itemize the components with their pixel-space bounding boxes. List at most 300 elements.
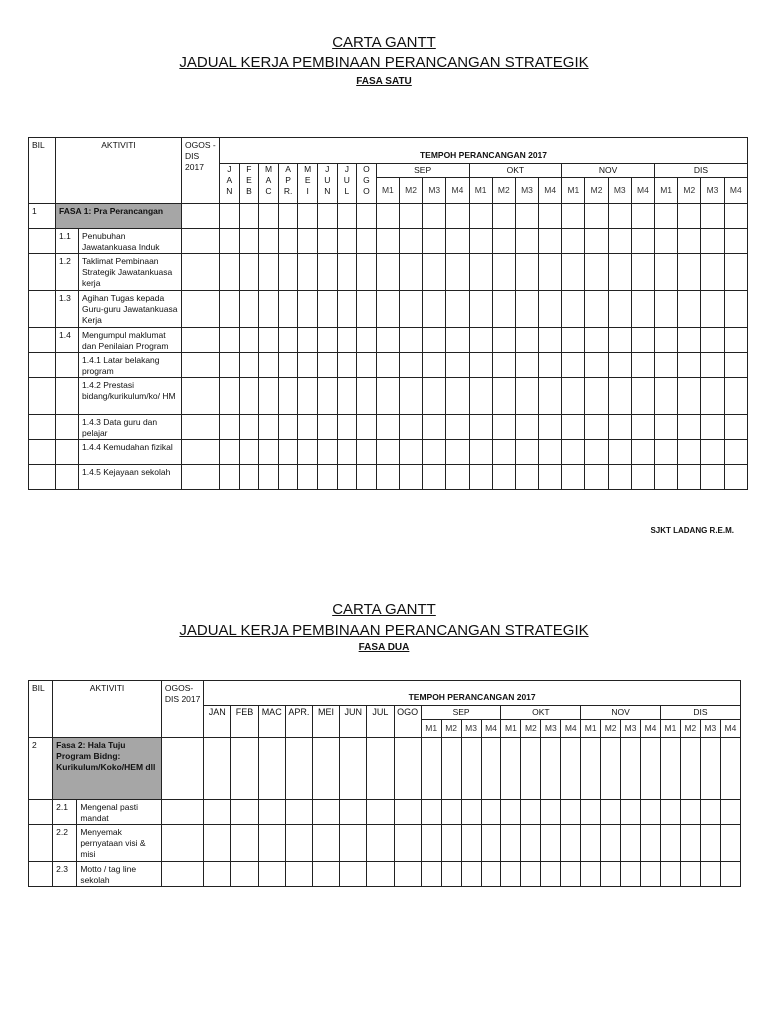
gantt-cell xyxy=(621,738,641,800)
gantt-cell xyxy=(376,353,399,378)
gantt-cell xyxy=(204,825,231,862)
gantt-cell xyxy=(337,378,357,415)
gantt-cell xyxy=(561,738,581,800)
gantt-cell xyxy=(220,465,240,490)
gantt-cell xyxy=(298,328,318,353)
gantt-cell xyxy=(541,825,561,862)
gantt-cell xyxy=(720,825,740,862)
week-header: M1 xyxy=(655,178,678,204)
gantt-cell xyxy=(539,415,562,440)
gantt-cell xyxy=(421,738,441,800)
gantt-cell xyxy=(239,291,259,328)
week-header: M2 xyxy=(601,720,621,738)
gantt-cell xyxy=(562,415,585,440)
gantt-cell xyxy=(220,415,240,440)
row-bil xyxy=(56,465,79,490)
month-header: M E I xyxy=(298,164,318,204)
gantt-cell xyxy=(239,415,259,440)
week-header: M4 xyxy=(724,178,747,204)
gantt-cell xyxy=(239,440,259,465)
gantt-cell xyxy=(204,862,231,887)
section2-phase: FASA DUA xyxy=(358,642,410,653)
gantt-cell xyxy=(376,291,399,328)
gantt-cell xyxy=(655,353,678,378)
gantt-cell xyxy=(446,291,469,328)
week-header: M3 xyxy=(701,178,724,204)
gantt-cell xyxy=(446,254,469,291)
period-cell xyxy=(182,353,220,378)
gantt-cell xyxy=(541,738,561,800)
gantt-cell xyxy=(631,254,654,291)
gantt-cell xyxy=(317,440,337,465)
gantt-cell xyxy=(357,415,377,440)
gantt-cell xyxy=(680,738,700,800)
gantt-cell xyxy=(492,291,515,328)
gantt-cell xyxy=(700,825,720,862)
gantt-cell xyxy=(399,465,422,490)
header-period: OGOS- DIS 2017 xyxy=(161,681,203,738)
week-header: M4 xyxy=(631,178,654,204)
row-bil xyxy=(56,415,79,440)
gantt-cell xyxy=(337,229,357,254)
table-row xyxy=(29,738,741,800)
gantt-cell xyxy=(701,229,724,254)
gantt-cell xyxy=(655,254,678,291)
gantt-cell xyxy=(461,862,481,887)
gantt-cell xyxy=(317,291,337,328)
gantt-cell xyxy=(655,328,678,353)
gantt-cell xyxy=(446,328,469,353)
gantt-cell xyxy=(340,862,367,887)
week-header: M4 xyxy=(720,720,740,738)
gantt-cell xyxy=(441,800,461,825)
row-bil: 2 xyxy=(29,738,53,800)
gantt-cell xyxy=(239,465,259,490)
period-cell xyxy=(182,440,220,465)
month-header: DIS xyxy=(655,164,748,178)
table-row xyxy=(29,465,748,490)
gantt-cell xyxy=(469,415,492,440)
period-cell xyxy=(182,378,220,415)
gantt-cell xyxy=(298,254,318,291)
row-bil xyxy=(56,353,79,378)
row-bil-empty xyxy=(29,465,56,490)
gantt-cell xyxy=(724,465,747,490)
gantt-cell xyxy=(285,862,312,887)
gantt-cell xyxy=(220,353,240,378)
gantt-cell xyxy=(231,862,258,887)
row-bil: 1.3 xyxy=(56,291,79,328)
gantt-cell xyxy=(680,800,700,825)
period-cell xyxy=(182,254,220,291)
gantt-cell xyxy=(521,738,541,800)
gantt-cell xyxy=(724,291,747,328)
week-header: M3 xyxy=(423,178,446,204)
gantt-cell xyxy=(492,353,515,378)
gantt-cell xyxy=(631,291,654,328)
week-header: M4 xyxy=(641,720,661,738)
gantt-cell xyxy=(278,291,298,328)
gantt-cell xyxy=(601,738,621,800)
gantt-cell xyxy=(357,353,377,378)
gantt-cell xyxy=(724,353,747,378)
gantt-cell xyxy=(701,415,724,440)
gantt-cell xyxy=(492,378,515,415)
gantt-cell xyxy=(608,353,631,378)
gantt-cell xyxy=(521,800,541,825)
gantt-cell xyxy=(239,378,259,415)
school-name: SJKT LADANG R.E.M. xyxy=(650,526,734,535)
row-bil: 2.2 xyxy=(53,825,77,862)
row-activity: 1.4.5 Kejayaan sekolah xyxy=(79,465,182,490)
row-activity: Taklimat Pembinaan Strategik Jawatankuasa kerja xyxy=(79,254,182,291)
gantt-cell xyxy=(231,800,258,825)
gantt-table-fasa-satu xyxy=(28,137,748,490)
gantt-cell xyxy=(259,291,279,328)
gantt-cell xyxy=(423,353,446,378)
gantt-cell xyxy=(231,738,258,800)
gantt-cell xyxy=(724,328,747,353)
gantt-cell xyxy=(278,440,298,465)
gantt-cell xyxy=(655,440,678,465)
gantt-cell xyxy=(631,353,654,378)
gantt-cell xyxy=(608,204,631,229)
gantt-cell xyxy=(376,378,399,415)
gantt-cell xyxy=(678,415,701,440)
gantt-cell xyxy=(298,291,318,328)
gantt-cell xyxy=(539,465,562,490)
gantt-cell xyxy=(312,800,339,825)
row-bil-empty xyxy=(29,229,56,254)
gantt-cell xyxy=(239,328,259,353)
section1-title: CARTA GANTT xyxy=(332,34,436,51)
gantt-cell xyxy=(501,738,521,800)
month-header: J U L xyxy=(337,164,357,204)
week-header: M3 xyxy=(461,720,481,738)
gantt-cell xyxy=(469,465,492,490)
gantt-cell xyxy=(337,254,357,291)
gantt-cell xyxy=(701,204,724,229)
gantt-cell xyxy=(655,291,678,328)
week-header: M3 xyxy=(621,720,641,738)
section1-phase: FASA SATU xyxy=(356,76,412,87)
row-bil-empty xyxy=(29,415,56,440)
week-header: M1 xyxy=(469,178,492,204)
gantt-cell xyxy=(521,825,541,862)
section2-subtitle: JADUAL KERJA PEMBINAAN PERANCANGAN STRATEGIK xyxy=(179,622,589,639)
gantt-cell xyxy=(423,415,446,440)
month-header: MEI xyxy=(312,706,339,738)
gantt-table-fasa-dua xyxy=(28,680,741,887)
gantt-cell xyxy=(720,738,740,800)
gantt-cell xyxy=(317,204,337,229)
gantt-cell xyxy=(561,825,581,862)
gantt-cell xyxy=(724,440,747,465)
row-bil: 1.2 xyxy=(56,254,79,291)
gantt-cell xyxy=(492,204,515,229)
gantt-cell xyxy=(258,825,285,862)
gantt-cell xyxy=(441,738,461,800)
gantt-cell xyxy=(399,204,422,229)
row-bil-empty xyxy=(29,291,56,328)
week-header: M1 xyxy=(562,178,585,204)
gantt-cell xyxy=(585,378,608,415)
week-header: M2 xyxy=(678,178,701,204)
table-row xyxy=(29,415,748,440)
gantt-cell xyxy=(585,353,608,378)
gantt-cell xyxy=(278,415,298,440)
gantt-cell xyxy=(581,800,601,825)
month-header: SEP xyxy=(376,164,469,178)
gantt-cell xyxy=(631,328,654,353)
gantt-cell xyxy=(423,229,446,254)
gantt-cell xyxy=(515,254,538,291)
gantt-cell xyxy=(585,204,608,229)
gantt-cell xyxy=(441,825,461,862)
period-cell xyxy=(161,738,203,800)
gantt-cell xyxy=(298,229,318,254)
month-header: JUL xyxy=(367,706,394,738)
gantt-cell xyxy=(376,229,399,254)
gantt-cell xyxy=(367,862,394,887)
table-row xyxy=(29,378,748,415)
gantt-cell xyxy=(655,465,678,490)
week-header: M2 xyxy=(492,178,515,204)
gantt-cell xyxy=(446,204,469,229)
gantt-cell xyxy=(631,465,654,490)
gantt-cell xyxy=(601,800,621,825)
gantt-cell xyxy=(337,415,357,440)
row-activity: 1.4.4 Kemudahan fizikal xyxy=(79,440,182,465)
gantt-cell xyxy=(357,328,377,353)
gantt-cell xyxy=(239,229,259,254)
period-cell xyxy=(182,204,220,229)
week-header: M2 xyxy=(441,720,461,738)
week-header: M4 xyxy=(481,720,501,738)
row-bil xyxy=(56,440,79,465)
gantt-cell xyxy=(515,440,538,465)
week-header: M4 xyxy=(446,178,469,204)
gantt-cell xyxy=(231,825,258,862)
gantt-cell xyxy=(337,353,357,378)
gantt-cell xyxy=(608,291,631,328)
gantt-cell xyxy=(539,254,562,291)
gantt-cell xyxy=(367,825,394,862)
gantt-cell xyxy=(481,800,501,825)
month-header: SEP xyxy=(421,706,501,720)
gantt-cell xyxy=(601,825,621,862)
gantt-cell xyxy=(278,229,298,254)
gantt-cell xyxy=(539,291,562,328)
gantt-cell xyxy=(204,800,231,825)
table-row xyxy=(29,229,748,254)
gantt-cell xyxy=(285,825,312,862)
gantt-cell xyxy=(701,353,724,378)
week-header: M2 xyxy=(585,178,608,204)
gantt-cell xyxy=(585,440,608,465)
row-bil-empty xyxy=(29,825,53,862)
gantt-cell xyxy=(724,229,747,254)
gantt-cell xyxy=(423,204,446,229)
gantt-cell xyxy=(421,800,441,825)
gantt-cell xyxy=(423,328,446,353)
gantt-cell xyxy=(317,229,337,254)
gantt-cell xyxy=(376,415,399,440)
gantt-cell xyxy=(678,440,701,465)
week-header: M3 xyxy=(541,720,561,738)
month-header: OGO xyxy=(394,706,421,738)
row-bil: 1.1 xyxy=(56,229,79,254)
gantt-cell xyxy=(481,825,501,862)
gantt-cell xyxy=(298,440,318,465)
row-bil-empty xyxy=(29,353,56,378)
month-header: NOV xyxy=(581,706,661,720)
week-header: M3 xyxy=(608,178,631,204)
gantt-cell xyxy=(259,378,279,415)
table-row xyxy=(29,440,748,465)
gantt-cell xyxy=(562,254,585,291)
header-tempoh: TEMPOH PERANCANGAN 2017 xyxy=(220,138,748,164)
gantt-cell xyxy=(259,353,279,378)
month-header: APR. xyxy=(285,706,312,738)
table-row xyxy=(29,204,748,229)
gantt-cell xyxy=(678,328,701,353)
gantt-cell xyxy=(492,440,515,465)
gantt-cell xyxy=(423,440,446,465)
gantt-cell xyxy=(220,254,240,291)
gantt-cell xyxy=(581,862,601,887)
gantt-cell xyxy=(678,353,701,378)
row-bil xyxy=(56,378,79,415)
month-header: OKT xyxy=(469,164,562,178)
gantt-cell xyxy=(608,465,631,490)
gantt-cell xyxy=(515,465,538,490)
gantt-cell xyxy=(259,465,279,490)
gantt-cell xyxy=(515,378,538,415)
gantt-cell xyxy=(621,800,641,825)
gantt-cell xyxy=(461,738,481,800)
gantt-cell xyxy=(562,328,585,353)
gantt-cell xyxy=(357,465,377,490)
gantt-cell xyxy=(446,353,469,378)
gantt-cell xyxy=(724,415,747,440)
row-bil-empty xyxy=(29,378,56,415)
row-activity: Fasa 2: Hala Tuju Program Bidng: Kurikulum/Koko/HEM dll xyxy=(53,738,162,800)
gantt-cell xyxy=(367,738,394,800)
gantt-cell xyxy=(376,465,399,490)
gantt-cell xyxy=(469,254,492,291)
row-bil: 2.1 xyxy=(53,800,77,825)
gantt-cell xyxy=(585,328,608,353)
gantt-cell xyxy=(298,204,318,229)
month-header: J A N xyxy=(220,164,240,204)
gantt-cell xyxy=(515,204,538,229)
gantt-cell xyxy=(720,862,740,887)
gantt-cell xyxy=(394,862,421,887)
gantt-cell xyxy=(423,254,446,291)
gantt-cell xyxy=(469,440,492,465)
gantt-cell xyxy=(539,353,562,378)
gantt-cell xyxy=(441,862,461,887)
gantt-cell xyxy=(239,254,259,291)
gantt-cell xyxy=(539,378,562,415)
gantt-cell xyxy=(259,415,279,440)
gantt-cell xyxy=(446,440,469,465)
gantt-cell xyxy=(608,378,631,415)
gantt-cell xyxy=(220,328,240,353)
gantt-cell xyxy=(278,378,298,415)
gantt-cell xyxy=(312,862,339,887)
gantt-cell xyxy=(376,328,399,353)
gantt-cell xyxy=(399,353,422,378)
week-header: M1 xyxy=(501,720,521,738)
gantt-cell xyxy=(501,862,521,887)
week-header: M4 xyxy=(561,720,581,738)
gantt-cell xyxy=(608,254,631,291)
week-header: M2 xyxy=(521,720,541,738)
table-row xyxy=(29,353,748,378)
gantt-cell xyxy=(700,862,720,887)
gantt-cell xyxy=(399,291,422,328)
gantt-cell xyxy=(701,465,724,490)
gantt-cell xyxy=(357,440,377,465)
gantt-cell xyxy=(492,254,515,291)
gantt-cell xyxy=(259,440,279,465)
gantt-cell xyxy=(239,353,259,378)
gantt-cell xyxy=(469,328,492,353)
gantt-cell xyxy=(585,254,608,291)
gantt-cell xyxy=(469,378,492,415)
gantt-cell xyxy=(678,254,701,291)
table-row xyxy=(29,291,748,328)
gantt-cell xyxy=(461,800,481,825)
gantt-cell xyxy=(601,862,621,887)
gantt-cell xyxy=(655,378,678,415)
gantt-cell xyxy=(239,204,259,229)
gantt-cell xyxy=(376,440,399,465)
gantt-cell xyxy=(394,800,421,825)
gantt-cell xyxy=(376,254,399,291)
gantt-cell xyxy=(541,862,561,887)
gantt-cell xyxy=(608,328,631,353)
row-activity: Motto / tag line sekolah xyxy=(77,862,162,887)
gantt-cell xyxy=(481,738,501,800)
gantt-cell xyxy=(469,291,492,328)
gantt-cell xyxy=(285,738,312,800)
gantt-cell xyxy=(259,229,279,254)
week-header: M1 xyxy=(421,720,441,738)
gantt-cell xyxy=(561,862,581,887)
gantt-cell xyxy=(446,415,469,440)
gantt-cell xyxy=(720,800,740,825)
gantt-cell xyxy=(317,328,337,353)
week-header: M2 xyxy=(680,720,700,738)
month-header: O G O xyxy=(357,164,377,204)
gantt-cell xyxy=(278,204,298,229)
period-cell xyxy=(182,229,220,254)
gantt-cell xyxy=(678,204,701,229)
gantt-cell xyxy=(561,800,581,825)
table-row xyxy=(29,800,741,825)
gantt-cell xyxy=(446,378,469,415)
gantt-cell xyxy=(680,825,700,862)
gantt-cell xyxy=(678,291,701,328)
gantt-cell xyxy=(724,204,747,229)
gantt-cell xyxy=(701,378,724,415)
row-activity: 1.4.1 Latar belakang program xyxy=(79,353,182,378)
row-bil: 2.3 xyxy=(53,862,77,887)
month-header: DIS xyxy=(660,706,740,720)
